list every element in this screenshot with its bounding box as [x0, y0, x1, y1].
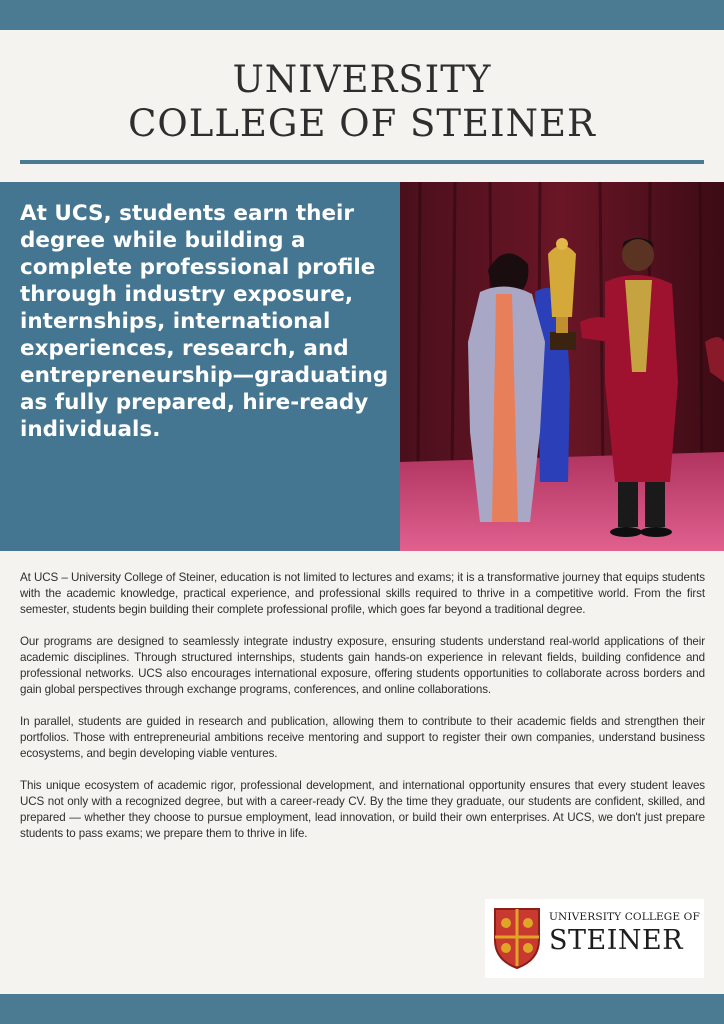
title-line-2: COLLEGE OF STEINER — [128, 102, 596, 145]
crest-shield-icon — [492, 906, 542, 970]
body-paragraph-3: In parallel, students are guided in research and publication, allowing them to contribute to their academic fields and strengthen their portfolios. Those with entrepreneurial ambitions receive mentoring and support to register their own companies, understand business ecosystems, and begin developing viable ventures. — [20, 715, 705, 760]
top-accent-bar — [0, 0, 724, 30]
logo-text-line-1: UNIVERSITY COLLEGE OF — [549, 911, 700, 923]
award-ceremony-photo — [400, 182, 724, 551]
body-paragraph-2: Our programs are designed to seamlessly integrate industry exposure, ensuring students understand real-world applications of their academic disciplines. Through structured internships, students gain hands-on experience in relevant fields, building confidence and professional networks. UCS also encourages international exposure, offering students opportunities to collaborate across borders and gain global perspectives through exchange programs, conferences, and online collaborations. — [20, 635, 705, 696]
body-paragraph-1: At UCS – University College of Steiner, education is not limited to lectures and exams; it is a transformative journey that equips students with the academic knowledge, practical experience, and professional skills required to thrive in a competitive world. From the first semester, students begin building their complete professional profile, which goes far beyond a traditional degree. — [20, 571, 705, 616]
title-line-1: UNIVERSITY — [232, 58, 492, 101]
bottom-accent-bar — [0, 994, 724, 1024]
body-text — [20, 570, 705, 858]
university-logo — [485, 899, 704, 978]
title-divider — [20, 160, 704, 164]
body-paragraph-4: This unique ecosystem of academic rigor, professional development, and international opportunity ensures that every student leaves UCS not only with a recognized degree, but with a career-ready CV. By the time they graduate, our students are confident, skilled, and prepared — whether they choose to pursue employment, lead innovation, or build their own enterprises. At UCS, we don't just prepare students to pass exams; we prepare them to thrive in life. — [20, 779, 705, 840]
hero-headline: At UCS, students earn their degree while building a complete professional profile through industry exposure, internships, international experiences, research, and entrepreneurship—graduating as fully prepared, hire-ready individuals. — [20, 201, 389, 442]
page-title — [0, 58, 724, 146]
logo-text-line-2: STEINER — [549, 925, 684, 956]
